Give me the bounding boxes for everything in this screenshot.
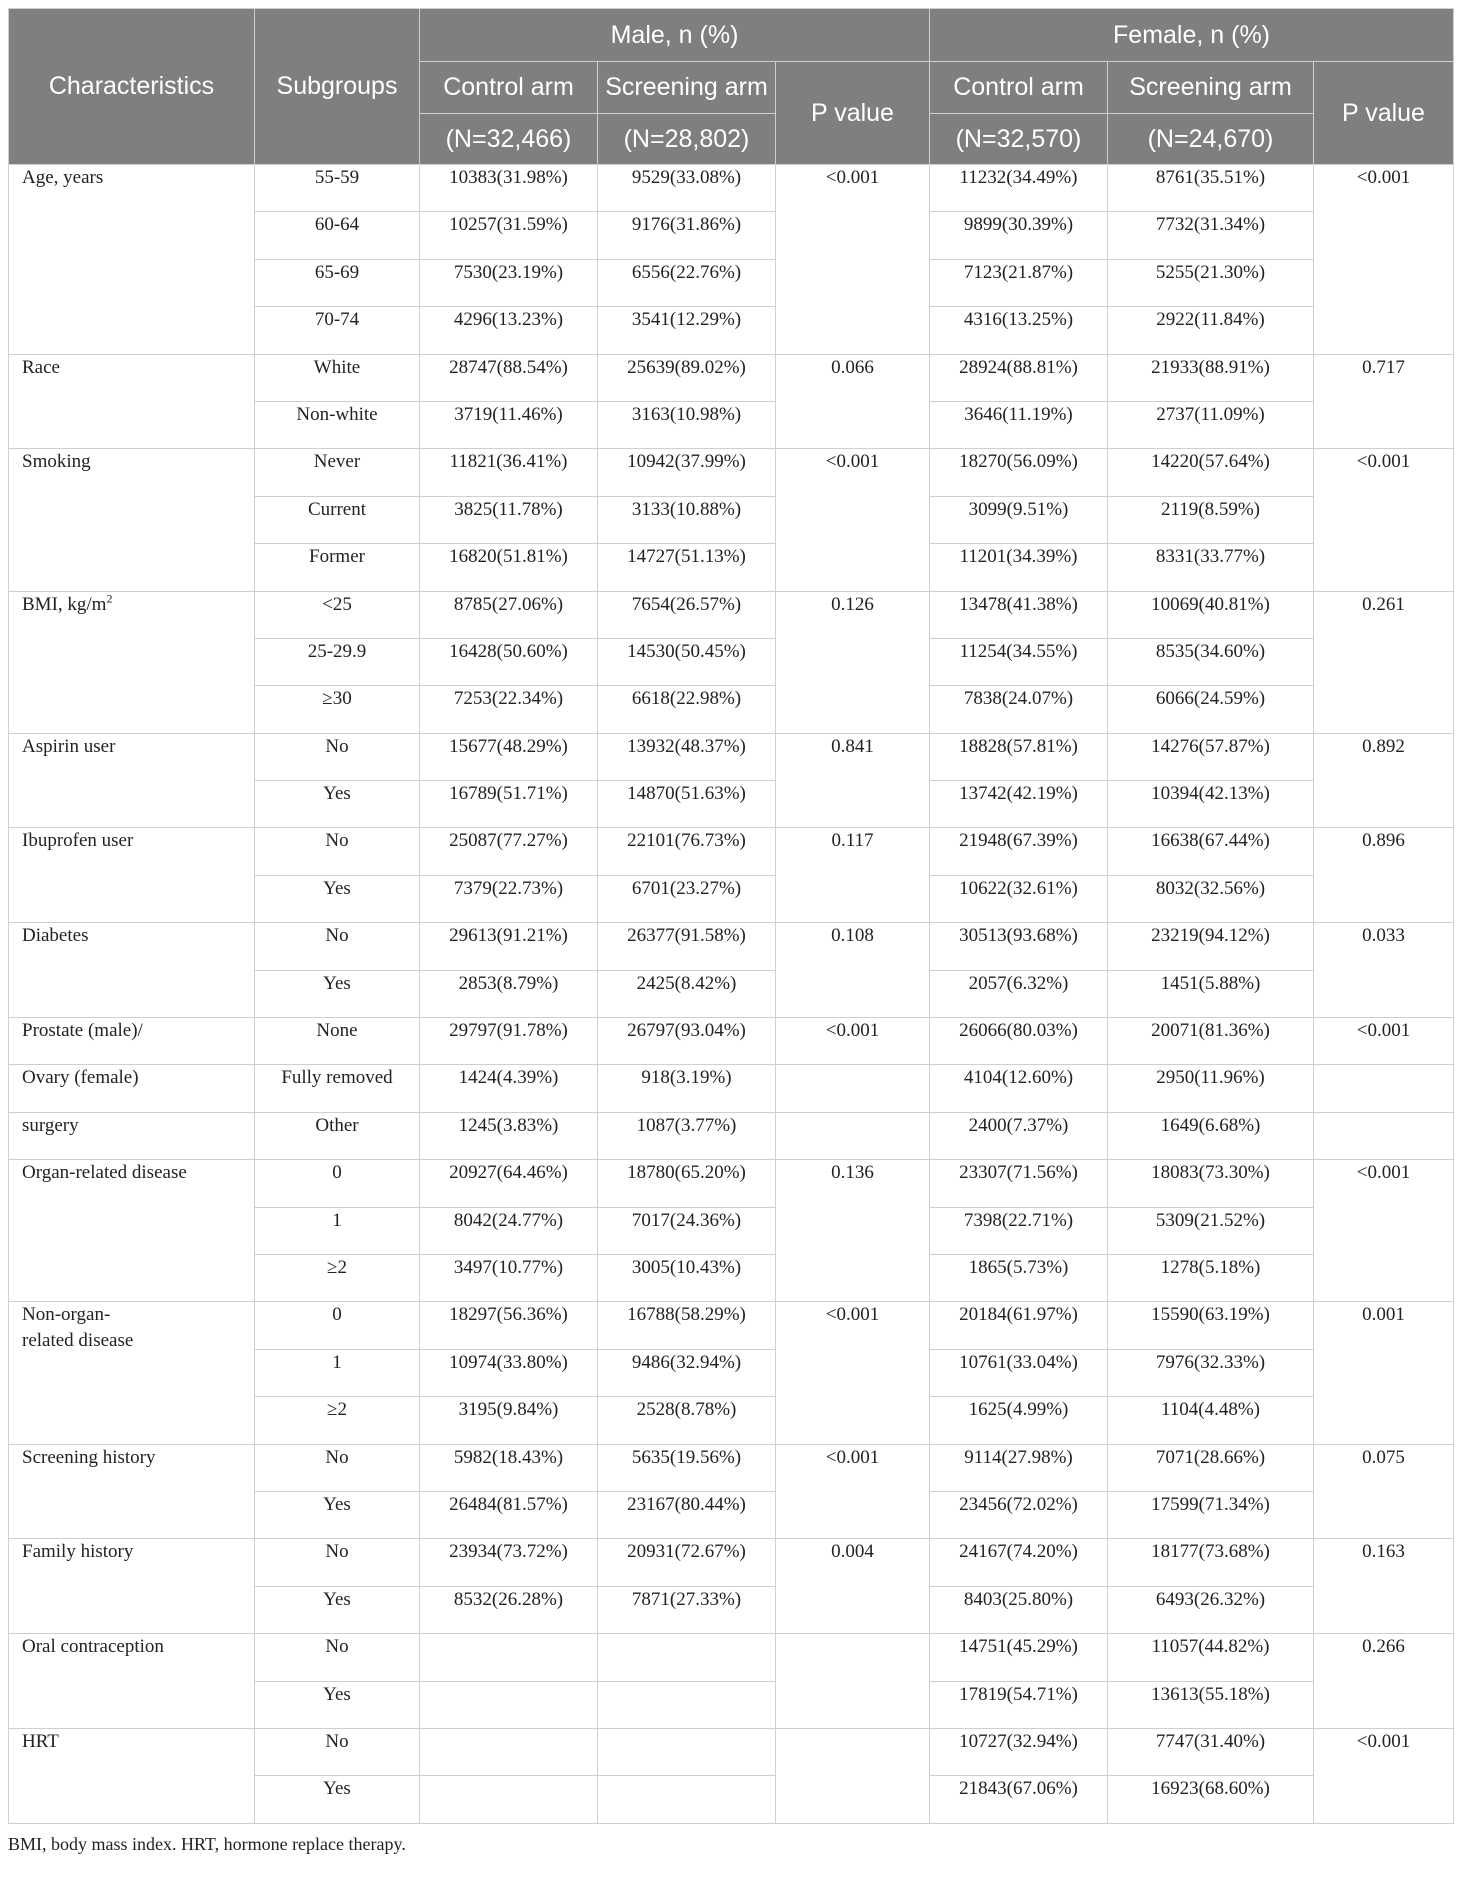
female-pvalue-cell: 0.892: [1314, 733, 1454, 828]
table-row: [9, 1728, 1454, 1775]
female-screening-cell: 6066(24.59%): [1108, 686, 1314, 733]
female-pvalue-cell: [1314, 1065, 1454, 1112]
male-control-cell: 5982(18.43%): [420, 1444, 598, 1491]
male-screening-cell: 7871(27.33%): [598, 1586, 776, 1633]
female-screening-cell: 5255(21.30%): [1108, 259, 1314, 306]
male-screening-cell: 26797(93.04%): [598, 1018, 776, 1065]
female-pvalue-cell: <0.001: [1314, 165, 1454, 355]
male-control-cell: 29797(91.78%): [420, 1018, 598, 1065]
subgroup-cell: No: [255, 1444, 420, 1491]
female-screening-cell: 10394(42.13%): [1108, 781, 1314, 828]
characteristic-cell: [9, 354, 255, 449]
female-control-cell: 1625(4.99%): [930, 1397, 1108, 1444]
male-control-cell: [420, 1634, 598, 1681]
female-screening-cell: 1649(6.68%): [1108, 1112, 1314, 1159]
subgroup-cell: No: [255, 1634, 420, 1681]
table-row: [9, 354, 1454, 401]
male-control-cell: 11821(36.41%): [420, 449, 598, 496]
female-control-cell: 4316(13.25%): [930, 307, 1108, 354]
female-control-cell: 7838(24.07%): [930, 686, 1108, 733]
subgroup-cell: Yes: [255, 781, 420, 828]
characteristic-label: Organ-related disease: [22, 1162, 187, 1184]
female-screening-cell: 2950(11.96%): [1108, 1065, 1314, 1112]
male-pvalue-cell: [776, 1634, 930, 1729]
male-pvalue-cell: [776, 1065, 930, 1112]
female-control-cell: 2057(6.32%): [930, 970, 1108, 1017]
subgroup-cell: Yes: [255, 1681, 420, 1728]
subgroup-cell: Former: [255, 544, 420, 591]
male-screening-cell: 9529(33.08%): [598, 165, 776, 212]
table-body: [9, 165, 1454, 1824]
table-row: [9, 1160, 1454, 1207]
subgroup-cell: No: [255, 923, 420, 970]
female-pvalue-cell: 0.163: [1314, 1539, 1454, 1634]
female-screening-cell: 1278(5.18%): [1108, 1254, 1314, 1301]
male-control-cell: 23934(73.72%): [420, 1539, 598, 1586]
male-control-cell: 10383(31.98%): [420, 165, 598, 212]
subgroup-cell: Other: [255, 1112, 420, 1159]
characteristic-cell: [9, 828, 255, 923]
table-row: [9, 1302, 1454, 1349]
header-characteristics: Characteristics: [9, 9, 255, 165]
male-pvalue-cell: 0.117: [776, 828, 930, 923]
male-screening-cell: 6556(22.76%): [598, 259, 776, 306]
subgroup-cell: 25-29.9: [255, 638, 420, 685]
characteristic-cell: [9, 449, 255, 591]
subgroup-cell: Current: [255, 496, 420, 543]
male-control-cell: 16428(50.60%): [420, 638, 598, 685]
male-control-cell: [420, 1776, 598, 1823]
subgroup-cell: Yes: [255, 875, 420, 922]
female-control-cell: 10622(32.61%): [930, 875, 1108, 922]
characteristics-table: [8, 8, 1454, 1824]
female-pvalue-cell: <0.001: [1314, 1160, 1454, 1302]
male-screening-cell: 3163(10.98%): [598, 401, 776, 448]
subgroup-cell: Yes: [255, 1491, 420, 1538]
female-pvalue-cell: <0.001: [1314, 1018, 1454, 1065]
male-control-cell: 1424(4.39%): [420, 1065, 598, 1112]
female-control-cell: 13742(42.19%): [930, 781, 1108, 828]
male-control-cell: 2853(8.79%): [420, 970, 598, 1017]
subgroup-cell: Non-white: [255, 401, 420, 448]
characteristic-label: Family history: [22, 1541, 134, 1563]
subgroup-cell: Yes: [255, 1776, 420, 1823]
female-pvalue-cell: 0.266: [1314, 1634, 1454, 1729]
male-screening-cell: 23167(80.44%): [598, 1491, 776, 1538]
male-pvalue-cell: 0.108: [776, 923, 930, 1018]
female-control-cell: 4104(12.60%): [930, 1065, 1108, 1112]
female-screening-cell: 16638(67.44%): [1108, 828, 1314, 875]
male-control-cell: 3195(9.84%): [420, 1397, 598, 1444]
male-control-cell: 8785(27.06%): [420, 591, 598, 638]
characteristic-label: Screening history: [22, 1446, 156, 1468]
female-screening-cell: 15590(63.19%): [1108, 1302, 1314, 1349]
female-pvalue-cell: <0.001: [1314, 1728, 1454, 1823]
male-screening-cell: 2425(8.42%): [598, 970, 776, 1017]
subgroup-cell: ≥2: [255, 1254, 420, 1301]
male-pvalue-cell: [776, 1112, 930, 1159]
female-control-cell: 9114(27.98%): [930, 1444, 1108, 1491]
table-row: [9, 1444, 1454, 1491]
female-pvalue-cell: 0.033: [1314, 923, 1454, 1018]
header-subgroups: Subgroups: [255, 9, 420, 165]
characteristic-label: Aspirin user: [22, 735, 116, 757]
female-control-cell: 1865(5.73%): [930, 1254, 1108, 1301]
female-control-cell: 11201(34.39%): [930, 544, 1108, 591]
characteristic-cell: [9, 591, 255, 733]
subgroup-cell: No: [255, 1728, 420, 1775]
male-control-cell: 7253(22.34%): [420, 686, 598, 733]
male-control-cell: 8532(26.28%): [420, 1586, 598, 1633]
male-control-cell: 7379(22.73%): [420, 875, 598, 922]
characteristic-cell: [9, 733, 255, 828]
male-control-cell: 10974(33.80%): [420, 1349, 598, 1396]
female-control-cell: 3099(9.51%): [930, 496, 1108, 543]
header-male-screening: Screening arm: [598, 62, 776, 114]
characteristic-label: BMI, kg/m: [22, 593, 107, 615]
characteristic-cell: [9, 1018, 255, 1065]
female-screening-cell: 20071(81.36%): [1108, 1018, 1314, 1065]
male-screening-cell: 918(3.19%): [598, 1065, 776, 1112]
characteristic-label: Non-organ-: [22, 1304, 111, 1326]
table-row: [9, 1065, 1454, 1112]
female-control-cell: 17819(54.71%): [930, 1681, 1108, 1728]
female-control-cell: 26066(80.03%): [930, 1018, 1108, 1065]
female-control-cell: 14751(45.29%): [930, 1634, 1108, 1681]
male-screening-cell: [598, 1728, 776, 1775]
header-male-group: Male, n (%): [420, 9, 930, 62]
female-screening-cell: 21933(88.91%): [1108, 354, 1314, 401]
female-screening-cell: 2737(11.09%): [1108, 401, 1314, 448]
male-control-cell: 3497(10.77%): [420, 1254, 598, 1301]
male-screening-cell: [598, 1776, 776, 1823]
female-control-cell: 24167(74.20%): [930, 1539, 1108, 1586]
header-male-control: Control arm: [420, 62, 598, 114]
male-control-cell: 8042(24.77%): [420, 1207, 598, 1254]
male-screening-cell: 6618(22.98%): [598, 686, 776, 733]
female-control-cell: 13478(41.38%): [930, 591, 1108, 638]
table-row: [9, 591, 1454, 638]
male-control-cell: 10257(31.59%): [420, 212, 598, 259]
characteristic-cell: [9, 923, 255, 1018]
table-row: [9, 828, 1454, 875]
male-screening-cell: 16788(58.29%): [598, 1302, 776, 1349]
female-control-cell: 18270(56.09%): [930, 449, 1108, 496]
characteristic-label: Age, years: [22, 167, 104, 188]
male-screening-cell: 6701(23.27%): [598, 875, 776, 922]
female-screening-cell: 10069(40.81%): [1108, 591, 1314, 638]
header-female-pvalue: P value: [1314, 62, 1454, 165]
female-screening-cell: 7976(32.33%): [1108, 1349, 1314, 1396]
female-screening-cell: 16923(68.60%): [1108, 1776, 1314, 1823]
male-pvalue-cell: <0.001: [776, 165, 930, 355]
male-control-cell: [420, 1681, 598, 1728]
characteristic-label: Ibuprofen user: [22, 830, 134, 852]
female-control-cell: 7398(22.71%): [930, 1207, 1108, 1254]
female-control-cell: 18828(57.81%): [930, 733, 1108, 780]
subgroup-cell: 1: [255, 1349, 420, 1396]
female-screening-cell: 14276(57.87%): [1108, 733, 1314, 780]
table-row: [9, 165, 1454, 212]
male-screening-cell: 5635(19.56%): [598, 1444, 776, 1491]
male-screening-cell: [598, 1634, 776, 1681]
subgroup-cell: Never: [255, 449, 420, 496]
female-screening-cell: 7071(28.66%): [1108, 1444, 1314, 1491]
female-pvalue-cell: [1314, 1112, 1454, 1159]
table-row: [9, 1112, 1454, 1159]
female-screening-cell: 8535(34.60%): [1108, 638, 1314, 685]
female-control-cell: 9899(30.39%): [930, 212, 1108, 259]
male-screening-cell: 25639(89.02%): [598, 354, 776, 401]
female-control-cell: 10727(32.94%): [930, 1728, 1108, 1775]
subgroup-cell: ≥30: [255, 686, 420, 733]
male-control-cell: [420, 1728, 598, 1775]
female-pvalue-cell: <0.001: [1314, 449, 1454, 591]
subgroup-cell: No: [255, 828, 420, 875]
female-control-cell: 7123(21.87%): [930, 259, 1108, 306]
male-screening-cell: 9176(31.86%): [598, 212, 776, 259]
male-screening-cell: 20931(72.67%): [598, 1539, 776, 1586]
characteristic-label-line2: related disease: [22, 1330, 134, 1352]
characteristic-cell: [9, 165, 255, 355]
table-header: [9, 9, 1454, 165]
male-screening-cell: 14870(51.63%): [598, 781, 776, 828]
subgroup-cell: Fully removed: [255, 1065, 420, 1112]
subgroup-cell: Yes: [255, 970, 420, 1017]
subgroup-cell: Yes: [255, 1586, 420, 1633]
male-screening-cell: 7654(26.57%): [598, 591, 776, 638]
header-female-group: Female, n (%): [930, 9, 1454, 62]
female-screening-cell: 18177(73.68%): [1108, 1539, 1314, 1586]
male-control-cell: 4296(13.23%): [420, 307, 598, 354]
subgroup-cell: 0: [255, 1160, 420, 1207]
male-control-cell: 7530(23.19%): [420, 259, 598, 306]
table-row: [9, 923, 1454, 970]
male-screening-cell: 2528(8.78%): [598, 1397, 776, 1444]
male-screening-cell: 14530(50.45%): [598, 638, 776, 685]
superscript: 2: [106, 591, 113, 606]
characteristic-label: Diabetes: [22, 925, 89, 947]
subgroup-cell: 55-59: [255, 165, 420, 212]
female-control-cell: 3646(11.19%): [930, 401, 1108, 448]
male-pvalue-cell: 0.841: [776, 733, 930, 828]
female-screening-cell: 11057(44.82%): [1108, 1634, 1314, 1681]
subgroup-cell: 65-69: [255, 259, 420, 306]
male-pvalue-cell: <0.001: [776, 1018, 930, 1065]
male-control-cell: 25087(77.27%): [420, 828, 598, 875]
characteristic-label: Race: [22, 356, 60, 378]
table-footnote: BMI, body mass index. HRT, hormone replace therapy.: [8, 1833, 406, 1854]
characteristic-cell: [9, 1634, 255, 1729]
female-screening-cell: 2119(8.59%): [1108, 496, 1314, 543]
female-control-cell: 20184(61.97%): [930, 1302, 1108, 1349]
female-screening-cell: 7732(31.34%): [1108, 212, 1314, 259]
female-screening-cell: 8032(32.56%): [1108, 875, 1314, 922]
header-female-control: Control arm: [930, 62, 1108, 114]
characteristic-cell: [9, 1302, 255, 1444]
female-control-cell: 11232(34.49%): [930, 165, 1108, 212]
male-screening-cell: [598, 1681, 776, 1728]
header-female-screening-n: (N=24,670): [1108, 114, 1314, 165]
male-screening-cell: 13932(48.37%): [598, 733, 776, 780]
female-screening-cell: 17599(71.34%): [1108, 1491, 1314, 1538]
female-screening-cell: 1451(5.88%): [1108, 970, 1314, 1017]
header-male-control-n: (N=32,466): [420, 114, 598, 165]
characteristic-cell: [9, 1160, 255, 1302]
male-pvalue-cell: [776, 1728, 930, 1823]
female-pvalue-cell: 0.261: [1314, 591, 1454, 733]
male-pvalue-cell: 0.066: [776, 354, 930, 449]
male-screening-cell: 3005(10.43%): [598, 1254, 776, 1301]
female-screening-cell: 8761(35.51%): [1108, 165, 1314, 212]
male-control-cell: 3719(11.46%): [420, 401, 598, 448]
female-screening-cell: 7747(31.40%): [1108, 1728, 1314, 1775]
female-screening-cell: 8331(33.77%): [1108, 544, 1314, 591]
female-screening-cell: 1104(4.48%): [1108, 1397, 1314, 1444]
male-screening-cell: 3541(12.29%): [598, 307, 776, 354]
characteristic-cell: [9, 1444, 255, 1539]
male-control-cell: 3825(11.78%): [420, 496, 598, 543]
female-control-cell: 23456(72.02%): [930, 1491, 1108, 1538]
female-control-cell: 11254(34.55%): [930, 638, 1108, 685]
male-screening-cell: 7017(24.36%): [598, 1207, 776, 1254]
male-screening-cell: 9486(32.94%): [598, 1349, 776, 1396]
male-control-cell: 18297(56.36%): [420, 1302, 598, 1349]
female-screening-cell: 2922(11.84%): [1108, 307, 1314, 354]
header-female-screening: Screening arm: [1108, 62, 1314, 114]
female-control-cell: 21843(67.06%): [930, 1776, 1108, 1823]
subgroup-cell: 70-74: [255, 307, 420, 354]
male-control-cell: 16820(51.81%): [420, 544, 598, 591]
female-screening-cell: 23219(94.12%): [1108, 923, 1314, 970]
male-control-cell: 1245(3.83%): [420, 1112, 598, 1159]
characteristic-cell: [9, 1728, 255, 1823]
male-pvalue-cell: 0.126: [776, 591, 930, 733]
table-row: [9, 1634, 1454, 1681]
male-control-cell: 20927(64.46%): [420, 1160, 598, 1207]
female-control-cell: 28924(88.81%): [930, 354, 1108, 401]
table-row: [9, 733, 1454, 780]
subgroup-cell: 0: [255, 1302, 420, 1349]
table-container: [8, 8, 1453, 1855]
female-screening-cell: 14220(57.64%): [1108, 449, 1314, 496]
characteristic-cell: [9, 1065, 255, 1112]
subgroup-cell: White: [255, 354, 420, 401]
female-screening-cell: 6493(26.32%): [1108, 1586, 1314, 1633]
male-screening-cell: 1087(3.77%): [598, 1112, 776, 1159]
subgroup-cell: 60-64: [255, 212, 420, 259]
male-screening-cell: 18780(65.20%): [598, 1160, 776, 1207]
female-control-cell: 8403(25.80%): [930, 1586, 1108, 1633]
female-screening-cell: 5309(21.52%): [1108, 1207, 1314, 1254]
female-pvalue-cell: 0.001: [1314, 1302, 1454, 1444]
characteristic-label: Ovary (female): [22, 1067, 139, 1089]
characteristic-label: HRT: [22, 1730, 59, 1752]
table-row: [9, 1018, 1454, 1065]
male-control-cell: 28747(88.54%): [420, 354, 598, 401]
male-control-cell: 16789(51.71%): [420, 781, 598, 828]
header-male-pvalue: P value: [776, 62, 930, 165]
female-control-cell: 23307(71.56%): [930, 1160, 1108, 1207]
female-control-cell: 21948(67.39%): [930, 828, 1108, 875]
female-pvalue-cell: 0.717: [1314, 354, 1454, 449]
header-female-control-n: (N=32,570): [930, 114, 1108, 165]
table-row: [9, 1539, 1454, 1586]
male-control-cell: 26484(81.57%): [420, 1491, 598, 1538]
male-screening-cell: 10942(37.99%): [598, 449, 776, 496]
male-pvalue-cell: 0.004: [776, 1539, 930, 1634]
female-pvalue-cell: 0.075: [1314, 1444, 1454, 1539]
female-screening-cell: 13613(55.18%): [1108, 1681, 1314, 1728]
female-control-cell: 10761(33.04%): [930, 1349, 1108, 1396]
female-pvalue-cell: 0.896: [1314, 828, 1454, 923]
male-pvalue-cell: <0.001: [776, 1302, 930, 1444]
characteristic-label: Smoking: [22, 451, 91, 473]
male-pvalue-cell: <0.001: [776, 449, 930, 591]
male-screening-cell: 14727(51.13%): [598, 544, 776, 591]
subgroup-cell: ≥2: [255, 1397, 420, 1444]
characteristic-cell: [9, 1539, 255, 1634]
subgroup-cell: No: [255, 1539, 420, 1586]
header-male-screening-n: (N=28,802): [598, 114, 776, 165]
male-screening-cell: 22101(76.73%): [598, 828, 776, 875]
characteristic-label: Oral contraception: [22, 1636, 164, 1658]
subgroup-cell: 1: [255, 1207, 420, 1254]
characteristic-cell: [9, 1112, 255, 1159]
characteristic-label: surgery: [22, 1114, 79, 1136]
female-screening-cell: 18083(73.30%): [1108, 1160, 1314, 1207]
table-row: [9, 449, 1454, 496]
characteristic-label: Prostate (male)/: [22, 1020, 143, 1042]
male-screening-cell: 26377(91.58%): [598, 923, 776, 970]
male-control-cell: 15677(48.29%): [420, 733, 598, 780]
male-screening-cell: 3133(10.88%): [598, 496, 776, 543]
subgroup-cell: <25: [255, 591, 420, 638]
female-control-cell: 2400(7.37%): [930, 1112, 1108, 1159]
male-control-cell: 29613(91.21%): [420, 923, 598, 970]
female-control-cell: 30513(93.68%): [930, 923, 1108, 970]
subgroup-cell: None: [255, 1018, 420, 1065]
subgroup-cell: No: [255, 733, 420, 780]
male-pvalue-cell: <0.001: [776, 1444, 930, 1539]
male-pvalue-cell: 0.136: [776, 1160, 930, 1302]
